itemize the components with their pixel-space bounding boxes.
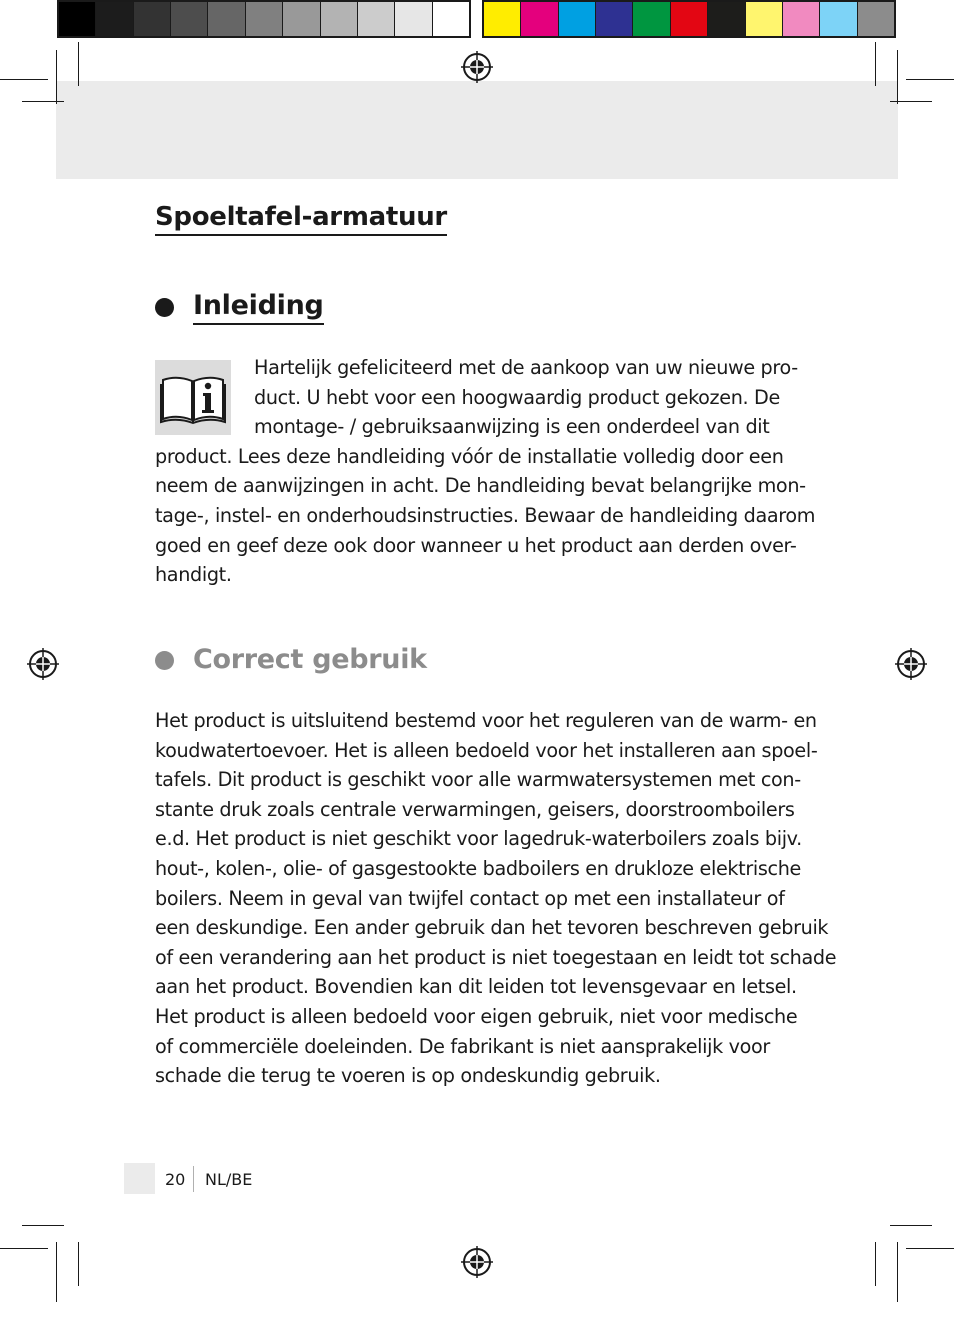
section-heading-label: Inleiding <box>193 290 324 325</box>
crop-mark <box>906 1248 954 1249</box>
paragraph-line: handigt. <box>155 563 232 587</box>
intro-paragraph <box>155 353 816 590</box>
registration-mark-icon <box>27 648 59 680</box>
paragraph-line: Hartelijk gefeliciteerd met de aankoop van uw nieuwe pro- <box>254 356 798 379</box>
color-swatch <box>171 2 208 36</box>
color-swatch <box>484 2 521 36</box>
crop-mark <box>897 1242 898 1302</box>
page-number: 20 <box>165 1170 186 1189</box>
color-swatch <box>633 2 670 36</box>
color-swatch <box>208 2 245 36</box>
color-swatch <box>820 2 857 36</box>
color-swatch <box>671 2 708 36</box>
header-band <box>56 81 898 179</box>
bullet-dot <box>155 298 174 317</box>
crop-mark <box>897 50 898 104</box>
section-heading-label: Correct gebruik <box>193 644 427 675</box>
paragraph-line: goed en geef deze ook door wanneer u het product aan derden over- <box>155 533 797 557</box>
color-swatch <box>246 2 283 36</box>
crop-mark <box>0 1248 48 1249</box>
page-title: Spoeltafel-armatuur <box>155 202 447 236</box>
registration-mark-icon <box>895 648 927 680</box>
usage-paragraph <box>155 706 837 1091</box>
color-swatch <box>521 2 558 36</box>
grayscale-color-bar <box>57 0 471 38</box>
paragraph-line: koudwatertoevoer. Het is alleen bedoeld voor het installeren aan spoel- <box>155 738 818 762</box>
paragraph-line: product. Lees deze handleiding vóór de installatie volledig door een <box>155 444 784 468</box>
bullet-dot <box>155 651 174 670</box>
color-swatch <box>746 2 783 36</box>
section-heading-correct-gebruik <box>155 644 427 676</box>
crop-mark <box>875 1242 876 1286</box>
paragraph-line: duct. U hebt voor een hoogwaardig product gekozen. De <box>254 385 780 409</box>
color-swatch <box>358 2 395 36</box>
crop-mark <box>890 1225 932 1226</box>
color-swatch <box>708 2 745 36</box>
paragraph-line: of commerciële doeleinden. De fabrikant is niet aansprakelijk voor <box>155 1034 770 1058</box>
crop-mark <box>56 50 57 104</box>
color-swatch <box>96 2 133 36</box>
color-swatch <box>559 2 596 36</box>
paragraph-line: tage-, instel- en onderhoudsinstructies. Bewaar de handleiding daarom <box>155 503 816 527</box>
paragraph-line: of een verandering aan het product is niet toegestaan en leidt tot schade <box>155 945 837 969</box>
section-heading-inleiding <box>155 290 324 325</box>
cmyk-color-bar <box>482 0 896 38</box>
registration-mark-icon <box>461 51 493 83</box>
paragraph-line: schade die terug te voeren is op ondeskundig gebruik. <box>155 1064 661 1088</box>
color-swatch <box>433 2 469 36</box>
color-swatch <box>395 2 432 36</box>
paragraph-line: aan het product. Bovendien kan dit leiden tot levensgevaar en letsel. <box>155 975 797 999</box>
color-swatch <box>59 2 96 36</box>
crop-mark <box>906 79 954 80</box>
crop-mark <box>22 101 64 102</box>
color-swatch <box>783 2 820 36</box>
footer-tab <box>124 1163 155 1194</box>
paragraph-line: montage- / gebruiksaanwijzing is een onderdeel van dit <box>254 415 770 439</box>
paragraph-line: e.d. Het product is niet geschikt voor lagedruk-waterboilers zoals bijv. <box>155 827 802 851</box>
crop-mark <box>0 79 48 80</box>
crop-mark <box>56 1242 57 1302</box>
paragraph-line: een deskundige. Een ander gebruik dan het tevoren beschreven gebruik <box>155 916 829 940</box>
crop-mark <box>875 42 876 86</box>
language-code: NL/BE <box>205 1170 253 1189</box>
footer-divider <box>193 1166 194 1192</box>
paragraph-line: Het product is alleen bedoeld voor eigen gebruik, niet voor medische <box>155 1004 798 1028</box>
color-swatch <box>596 2 633 36</box>
paragraph-line: hout-, kolen-, olie- of gasgestookte badboilers en drukloze elektrische <box>155 856 801 880</box>
color-swatch <box>858 2 894 36</box>
color-swatch <box>283 2 320 36</box>
color-swatch <box>321 2 358 36</box>
crop-mark <box>78 42 79 86</box>
color-swatch <box>134 2 171 36</box>
registration-mark-icon <box>461 1246 493 1278</box>
crop-mark <box>22 1225 64 1226</box>
crop-mark <box>78 1242 79 1286</box>
paragraph-line: neem de aanwijzingen in acht. De handleiding bevat belangrijke mon- <box>155 474 806 498</box>
paragraph-line: tafels. Dit product is geschikt voor alle warmwatersystemen met con- <box>155 768 801 792</box>
paragraph-line: boilers. Neem in geval van twijfel contact op met een installateur of <box>155 886 785 910</box>
paragraph-line: stante druk zoals centrale verwarmingen, geisers, doorstroomboilers <box>155 797 795 821</box>
paragraph-line: Het product is uitsluitend bestemd voor het reguleren van de warm- en <box>155 709 817 732</box>
